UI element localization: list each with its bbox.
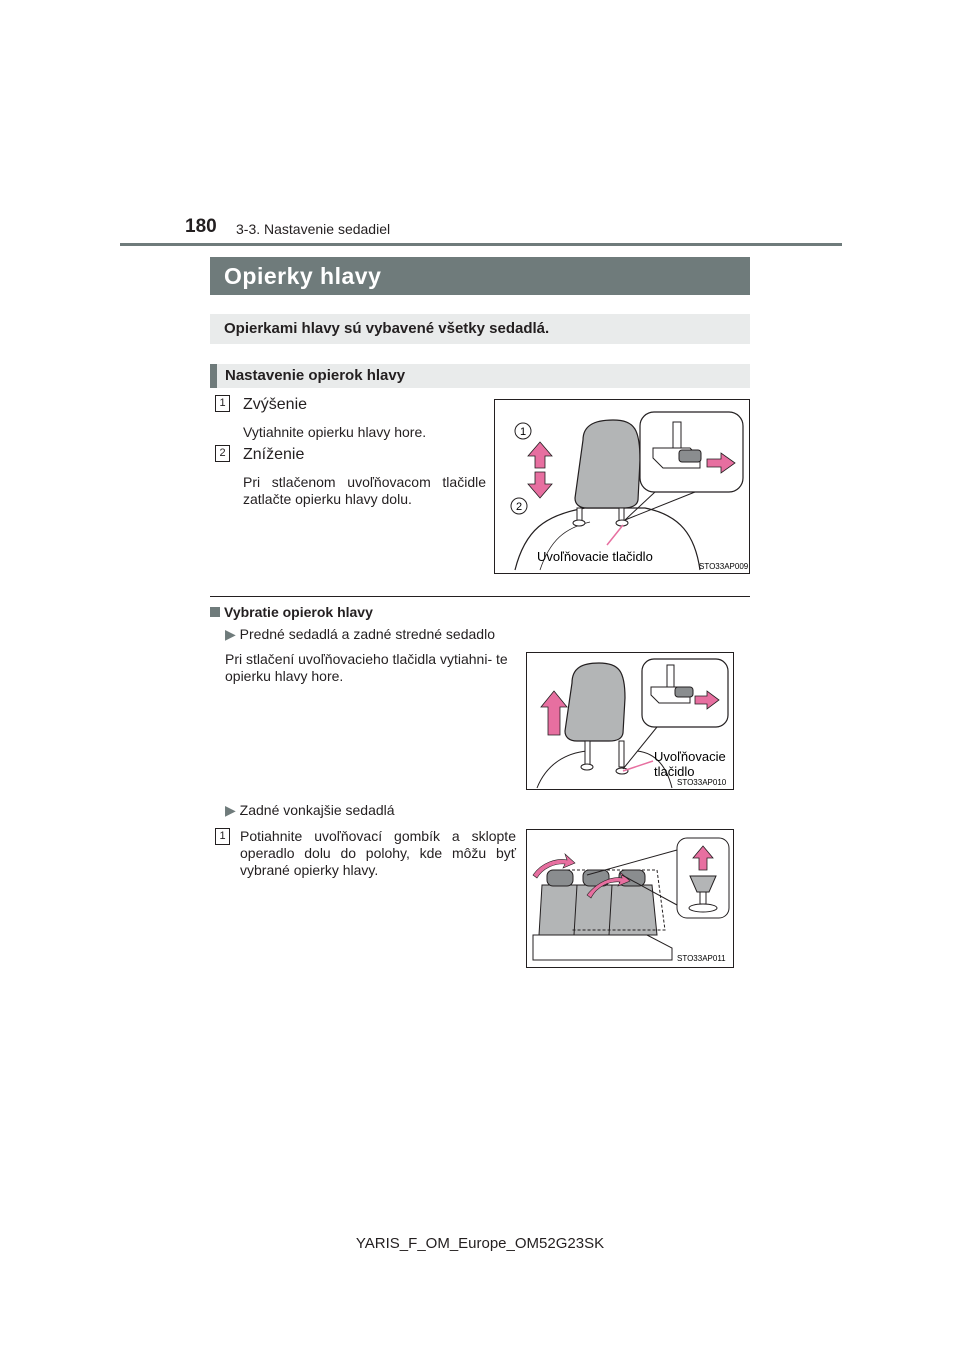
page-title-bar bbox=[210, 257, 750, 295]
subsection-title: Nastavenie opierok hlavy bbox=[225, 367, 406, 384]
figure-code: STO33AP011 bbox=[677, 954, 726, 963]
triangle-bullet-icon: ▶ bbox=[225, 626, 236, 642]
step-number-box: 1 bbox=[215, 395, 230, 412]
front-seat-text: Pri stlačení uvoľňovacieho tlačidla vytiahni- te opierku hlavy hore. bbox=[225, 651, 508, 684]
figure-headrest-adjust bbox=[494, 399, 750, 574]
page-title: Opierky hlavy bbox=[224, 263, 382, 289]
figure-label-release-button: Uvoľňovacie tlačidlo bbox=[537, 549, 653, 564]
triangle-bullet-icon: ▶ bbox=[225, 802, 236, 818]
step-number-box: 2 bbox=[215, 445, 230, 462]
step-text-lower: Pri stlačenom uvoľňovacom tlačidle zatlačte opierku hlavy dolu. bbox=[243, 474, 486, 507]
callout-1: 1 bbox=[519, 426, 527, 438]
step-number-box: 1 bbox=[215, 828, 230, 845]
step-text-raise: Vytiahnite opierku hlavy hore. bbox=[243, 424, 427, 440]
figure-code: STO33AP009 bbox=[699, 562, 749, 571]
intro-bar bbox=[210, 314, 750, 344]
bullet-front-seats: ▶ Predné sedadlá a zadné stredné sedadlo bbox=[225, 626, 495, 642]
figure-label-button: tlačidlo bbox=[654, 764, 695, 779]
rear-seat-text: Potiahnite uvoľňovací gombík a sklopte operadlo dolu do polohy, kde môžu byť vybrané opierky hlavy. bbox=[240, 828, 516, 878]
removal-heading: Vybratie opierok hlavy bbox=[210, 604, 373, 620]
step-title-lower: Zníženie bbox=[243, 446, 305, 463]
bullet-rear-seats: ▶ Zadné vonkajšie sedadlá bbox=[225, 802, 395, 818]
section-title: 3-3. Nastavenie sedadiel bbox=[236, 221, 391, 237]
square-bullet-icon bbox=[210, 607, 220, 617]
figure-rear-seat-fold bbox=[526, 829, 734, 968]
step-title-raise: Zvýšenie bbox=[243, 396, 308, 413]
figure-code: STO33AP010 bbox=[677, 778, 727, 787]
section-separator bbox=[210, 596, 750, 597]
intro-text: Opierkami hlavy sú vybavené všetky sedadlá. bbox=[224, 320, 550, 337]
callout-2: 2 bbox=[515, 501, 523, 513]
page-number: 180 bbox=[185, 216, 217, 237]
header-rule bbox=[120, 243, 842, 246]
footer-doc-id: YARIS_F_OM_Europe_OM52G23SK bbox=[355, 1235, 605, 1252]
subsection-bar bbox=[210, 364, 750, 388]
figure-headrest-remove bbox=[526, 652, 734, 790]
figure-label-release: Uvoľňovacie bbox=[654, 749, 726, 764]
